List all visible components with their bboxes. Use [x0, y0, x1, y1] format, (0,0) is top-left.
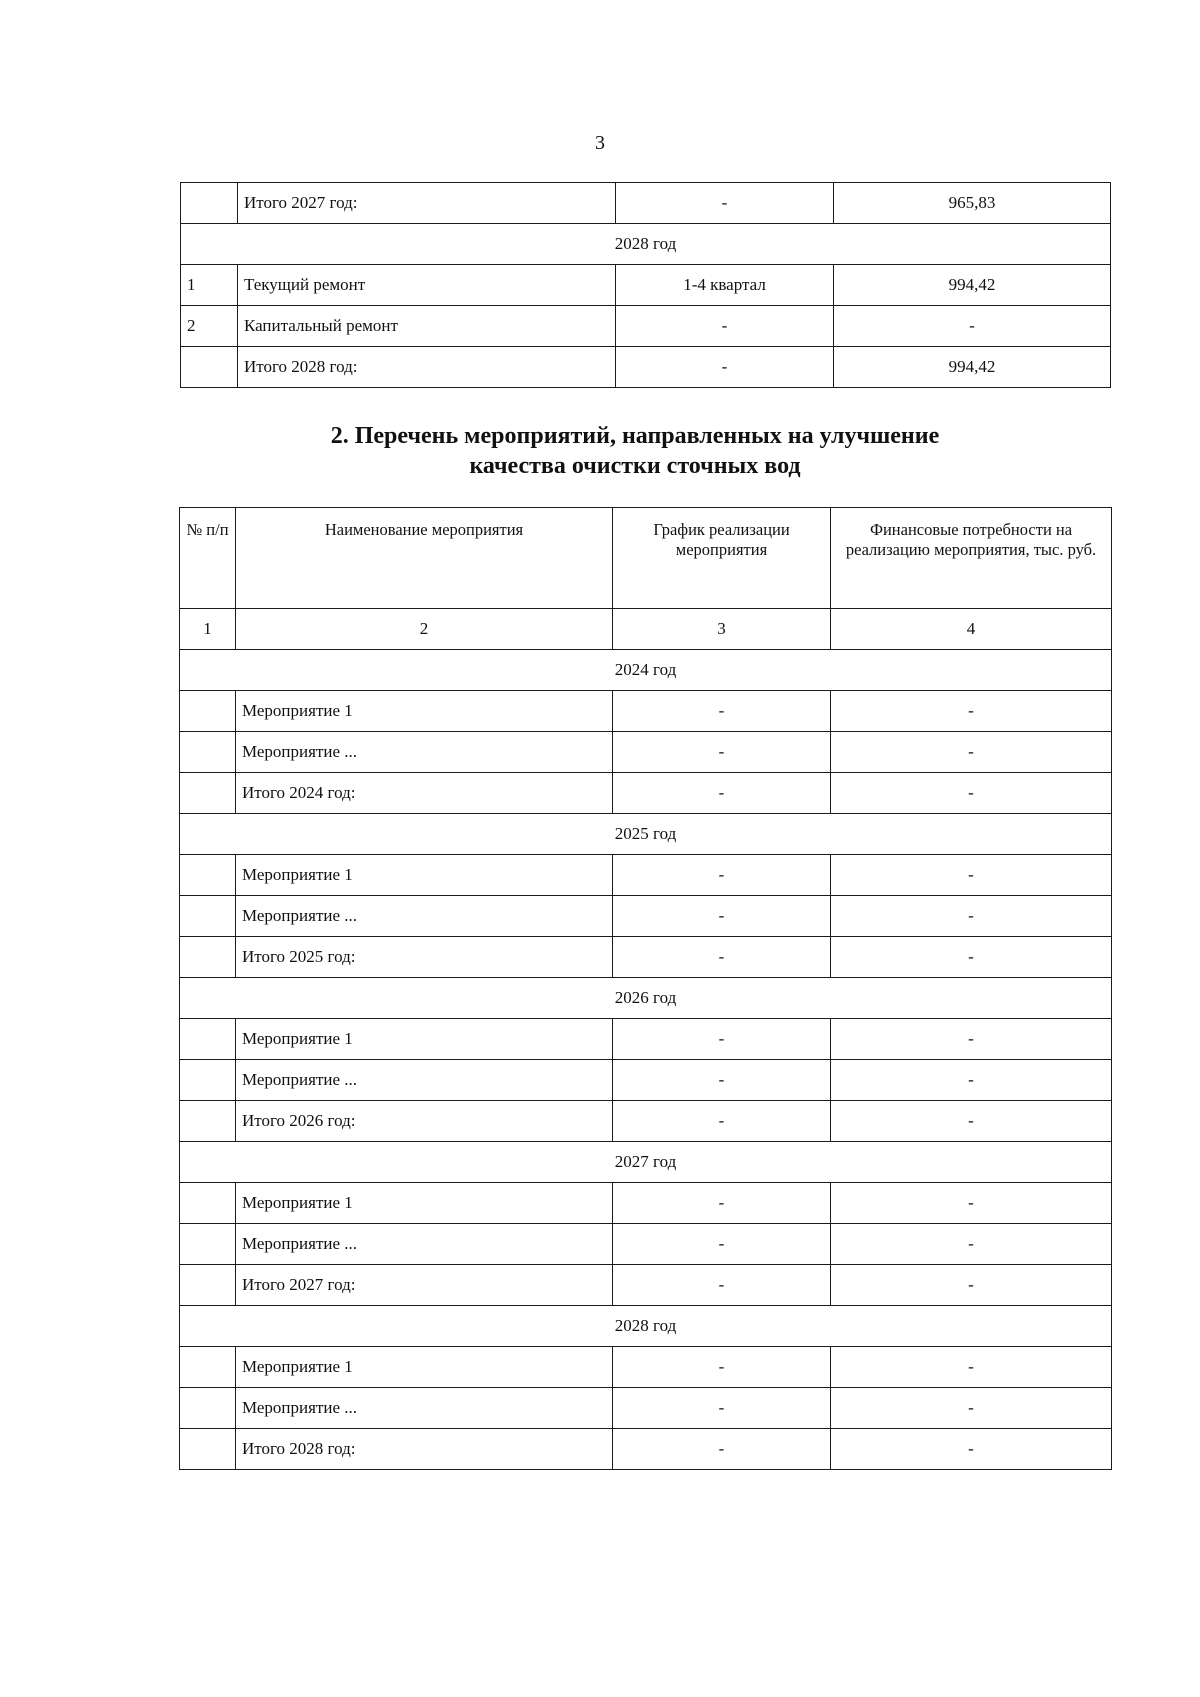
section-title-line-1: 2. Перечень мероприятий, направленных на улучшение	[330, 423, 940, 449]
row-schedule: -	[613, 773, 831, 814]
row-finance: -	[831, 896, 1112, 937]
row-schedule: -	[613, 896, 831, 937]
table-row	[180, 691, 1112, 732]
year-label: 2026 год	[180, 978, 1112, 1019]
row-number: 2	[181, 306, 238, 347]
year-label: 2024 год	[180, 650, 1112, 691]
table-row	[180, 1183, 1112, 1224]
row-schedule: -	[613, 1224, 831, 1265]
year-row	[180, 1306, 1112, 1347]
table-row	[180, 732, 1112, 773]
row-schedule: -	[613, 1388, 831, 1429]
year-label: 2028 год	[180, 1306, 1112, 1347]
table-row	[180, 773, 1112, 814]
row-schedule: -	[613, 937, 831, 978]
row-name: Итого 2027 год:	[236, 1265, 613, 1306]
row-schedule: -	[616, 306, 834, 347]
row-name: Мероприятие ...	[236, 732, 613, 773]
table-row	[180, 896, 1112, 937]
row-number	[180, 1060, 236, 1101]
row-finance: 965,83	[834, 183, 1111, 224]
row-finance: -	[831, 691, 1112, 732]
row-finance: -	[831, 773, 1112, 814]
year-label: 2025 год	[180, 814, 1112, 855]
header-row	[180, 508, 1112, 609]
section-title	[0, 421, 1200, 481]
row-schedule: 1-4 квартал	[616, 265, 834, 306]
row-finance: -	[831, 732, 1112, 773]
row-schedule: -	[613, 1060, 831, 1101]
row-number	[180, 1183, 236, 1224]
table-row	[180, 1224, 1112, 1265]
table-row	[180, 1019, 1112, 1060]
row-name: Итого 2024 год:	[236, 773, 613, 814]
repair-table	[180, 182, 1111, 388]
row-number	[180, 1347, 236, 1388]
row-schedule: -	[613, 1183, 831, 1224]
row-schedule: -	[613, 1347, 831, 1388]
row-number	[180, 1224, 236, 1265]
row-name: Мероприятие ...	[236, 896, 613, 937]
row-schedule: -	[613, 732, 831, 773]
row-number	[180, 1388, 236, 1429]
column-number: 2	[236, 609, 613, 650]
table-row	[181, 347, 1111, 388]
header-num: № п/п	[180, 508, 236, 609]
row-number	[180, 896, 236, 937]
row-schedule: -	[613, 1019, 831, 1060]
row-number	[180, 1429, 236, 1470]
row-number	[180, 691, 236, 732]
table-row	[181, 183, 1111, 224]
row-finance: -	[831, 1388, 1112, 1429]
table-row	[180, 855, 1112, 896]
header-finance: Финансовые потребности на реализацию мероприятия, тыс. руб.	[831, 508, 1112, 609]
row-number: 1	[181, 265, 238, 306]
row-finance: -	[831, 1101, 1112, 1142]
row-number	[180, 1101, 236, 1142]
table-row	[180, 1265, 1112, 1306]
table-row	[180, 1347, 1112, 1388]
section-title-line-2: качества очистки сточных вод	[469, 453, 801, 479]
row-name: Мероприятие ...	[236, 1388, 613, 1429]
row-name: Итого 2027 год:	[238, 183, 616, 224]
row-name: Мероприятие 1	[236, 1183, 613, 1224]
year-label: 2028 год	[181, 224, 1111, 265]
row-number	[180, 773, 236, 814]
repair-table-body	[181, 183, 1111, 388]
column-number: 1	[180, 609, 236, 650]
row-finance: 994,42	[834, 265, 1111, 306]
row-schedule: -	[613, 1429, 831, 1470]
year-row	[180, 1142, 1112, 1183]
row-name: Итого 2026 год:	[236, 1101, 613, 1142]
row-name: Мероприятие ...	[236, 1224, 613, 1265]
row-schedule: -	[616, 183, 834, 224]
row-number	[180, 1265, 236, 1306]
header-name: Наименование мероприятия	[236, 508, 613, 609]
row-name: Мероприятие ...	[236, 1060, 613, 1101]
table-row	[180, 1101, 1112, 1142]
row-finance: -	[831, 1019, 1112, 1060]
row-number	[181, 347, 238, 388]
row-finance: -	[831, 1347, 1112, 1388]
row-name: Капитальный ремонт	[238, 306, 616, 347]
year-row	[181, 224, 1111, 265]
row-finance: -	[831, 1183, 1112, 1224]
row-finance: -	[831, 1265, 1112, 1306]
row-finance: -	[834, 306, 1111, 347]
table-row	[180, 1060, 1112, 1101]
table-row	[180, 1429, 1112, 1470]
row-finance: -	[831, 1224, 1112, 1265]
row-name: Текущий ремонт	[238, 265, 616, 306]
row-number	[180, 732, 236, 773]
year-label: 2027 год	[180, 1142, 1112, 1183]
row-name: Итого 2028 год:	[238, 347, 616, 388]
header-schedule: График реализации мероприятия	[613, 508, 831, 609]
table-row	[181, 265, 1111, 306]
year-row	[180, 978, 1112, 1019]
row-schedule: -	[613, 691, 831, 732]
column-number: 3	[613, 609, 831, 650]
table-row	[180, 1388, 1112, 1429]
row-name: Итого 2025 год:	[236, 937, 613, 978]
row-name: Мероприятие 1	[236, 1347, 613, 1388]
table-row	[181, 306, 1111, 347]
row-name: Мероприятие 1	[236, 1019, 613, 1060]
year-row	[180, 814, 1112, 855]
row-number	[180, 1019, 236, 1060]
row-schedule: -	[613, 855, 831, 896]
row-finance: -	[831, 855, 1112, 896]
row-schedule: -	[613, 1265, 831, 1306]
measures-table-body	[180, 650, 1112, 1470]
row-number	[180, 937, 236, 978]
column-number-row	[180, 609, 1112, 650]
row-name: Мероприятие 1	[236, 855, 613, 896]
row-finance: -	[831, 1429, 1112, 1470]
year-row	[180, 650, 1112, 691]
row-number	[180, 855, 236, 896]
row-number	[181, 183, 238, 224]
row-name: Итого 2028 год:	[236, 1429, 613, 1470]
row-finance: 994,42	[834, 347, 1111, 388]
table-row	[180, 937, 1112, 978]
row-finance: -	[831, 937, 1112, 978]
measures-table	[179, 507, 1112, 1470]
column-number: 4	[831, 609, 1112, 650]
page-number: 3	[595, 132, 605, 154]
row-name: Мероприятие 1	[236, 691, 613, 732]
row-finance: -	[831, 1060, 1112, 1101]
row-schedule: -	[616, 347, 834, 388]
row-schedule: -	[613, 1101, 831, 1142]
